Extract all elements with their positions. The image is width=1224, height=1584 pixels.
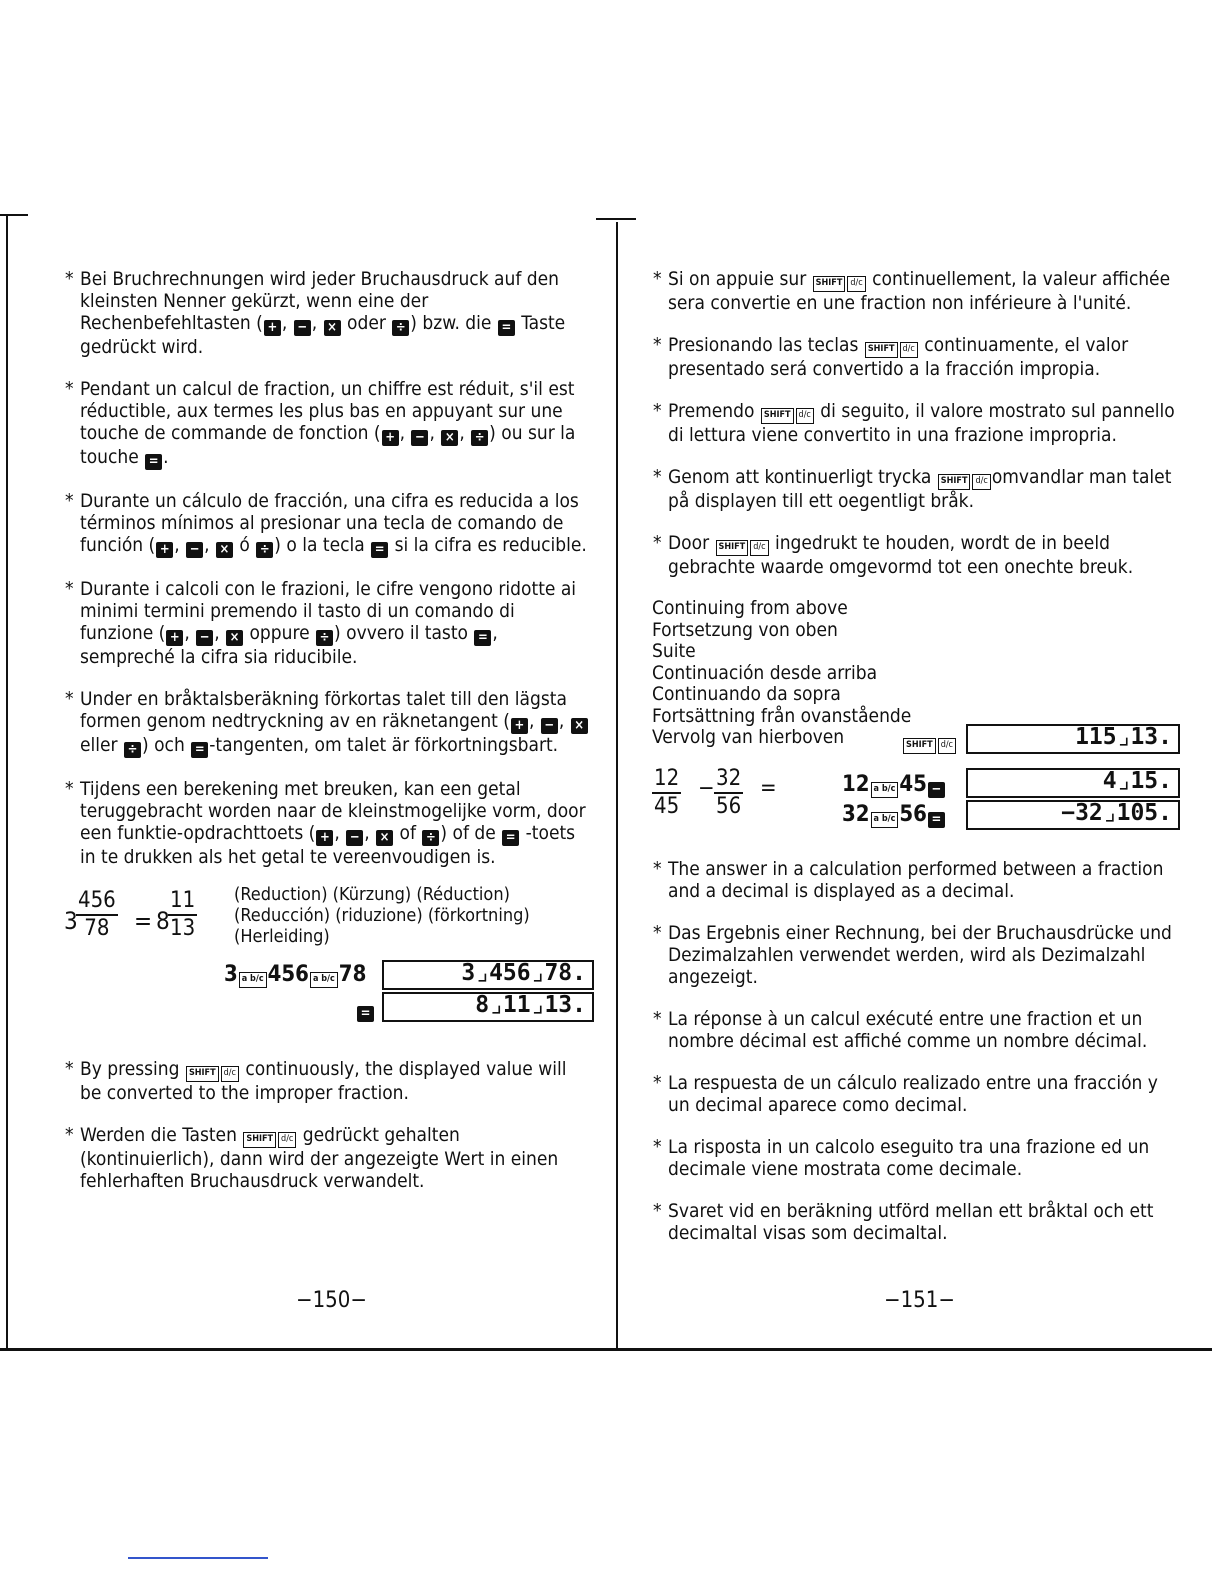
left-paragraphs bbox=[64, 268, 590, 868]
paragraph-text: ) och bbox=[142, 734, 191, 756]
equals-sign: = bbox=[760, 776, 777, 801]
paragraph bbox=[64, 688, 590, 758]
paragraph bbox=[64, 268, 590, 358]
left-page bbox=[64, 268, 590, 1212]
paragraph-text: -toets in te drukken als het getal te vereenvoudigen is. bbox=[80, 822, 576, 868]
bullet-marker: * bbox=[653, 334, 662, 356]
paragraph bbox=[652, 268, 1182, 314]
divide-key-icon: ÷ bbox=[256, 542, 273, 558]
right-paragraphs bbox=[652, 268, 1182, 578]
paragraph bbox=[652, 1200, 1182, 1244]
lcd-display: −32⌟105. bbox=[966, 800, 1180, 830]
dc-key-icon: d/c bbox=[900, 342, 918, 358]
paragraph-text: , bbox=[334, 822, 346, 844]
paragraph-text: Das Ergebnis einer Rechnung, bei der Bruchausdrücke und Dezimalzahlen verwendet werden, wird als Dezimalzahl angezeigt. bbox=[668, 922, 1172, 988]
minus-key-icon: − bbox=[541, 718, 558, 734]
bullet-marker: * bbox=[65, 1058, 74, 1080]
minus-key-icon: − bbox=[411, 430, 428, 446]
equals-key-icon: = bbox=[356, 998, 375, 1022]
equals-sign: = bbox=[134, 907, 153, 935]
paragraph-text: oppure bbox=[244, 622, 316, 644]
paragraph-text: Genom att kontinuerligt trycka bbox=[668, 466, 937, 488]
bottom-rule bbox=[0, 1348, 1212, 1351]
paragraph-text: Presionando las teclas bbox=[668, 334, 864, 356]
paragraph bbox=[652, 1008, 1182, 1052]
bullet-marker: * bbox=[65, 378, 74, 400]
reduction-labels bbox=[234, 884, 530, 947]
page-number: −150− bbox=[296, 1288, 367, 1313]
fraction-b bbox=[714, 766, 743, 820]
bullet-marker: * bbox=[65, 490, 74, 512]
dc-key-icon: d/c bbox=[796, 408, 814, 424]
paragraph-text: of bbox=[394, 822, 422, 844]
equals-key-icon: = bbox=[928, 812, 945, 828]
paragraph-text: Werden die Tasten bbox=[80, 1124, 243, 1146]
equals-key-icon: = bbox=[191, 742, 208, 758]
paragraph-text: Door bbox=[668, 532, 715, 554]
bullet-marker: * bbox=[65, 1124, 74, 1146]
label-line: (Reducción) (riduzione) (förkortning) bbox=[234, 905, 530, 926]
fraction-numerator: 12 bbox=[652, 766, 681, 794]
key-sequence bbox=[842, 804, 946, 828]
shift-key-icon: SHIFT bbox=[903, 738, 936, 754]
paragraph-text: La réponse à un calcul exécuté entre une fraction et un nombre décimal est affiché comme un nombre décimal. bbox=[668, 1008, 1148, 1052]
paragraph-text: di seguito, il valore mostrato sul pannello di lettura viene convertito in una frazione impropria. bbox=[668, 400, 1175, 446]
plus-key-icon: + bbox=[511, 718, 528, 734]
paragraph-text: , bbox=[311, 312, 323, 334]
equals-key-icon: = bbox=[498, 320, 515, 336]
paragraph bbox=[652, 922, 1182, 988]
plus-key-icon: + bbox=[382, 430, 399, 446]
minus-key-icon: − bbox=[294, 320, 311, 336]
abc-key-icon: a b/c bbox=[871, 782, 899, 798]
label-line: (Herleiding) bbox=[234, 926, 330, 947]
paragraph bbox=[652, 1072, 1182, 1116]
paragraph-text: , bbox=[204, 534, 215, 556]
minus-key-icon: − bbox=[186, 542, 203, 558]
plus-key-icon: + bbox=[316, 830, 333, 846]
paragraph-text: continuamente, el valor presentado será convertido a la fracción impropia. bbox=[668, 334, 1129, 380]
paragraph bbox=[64, 1058, 590, 1104]
fraction-numerator: 32 bbox=[714, 766, 743, 794]
paragraph-text: continuously, the displayed value will be converted to the improper fraction. bbox=[80, 1058, 567, 1104]
minus-sign: − bbox=[698, 776, 715, 801]
right-page bbox=[652, 268, 1182, 1264]
bullet-marker: * bbox=[653, 532, 662, 554]
key-entry: 3 bbox=[224, 962, 238, 987]
paragraph-text: ingedrukt te houden, wordt de in beeld gebrachte waarde omgevormd tot een onechte breuk. bbox=[668, 532, 1134, 578]
times-key-icon: × bbox=[226, 630, 243, 646]
bullet-marker: * bbox=[653, 1008, 662, 1030]
plus-key-icon: + bbox=[264, 320, 281, 336]
paragraph-text: , bbox=[558, 710, 570, 732]
paragraph-text: eller bbox=[80, 734, 123, 756]
paragraph-text: ) ovvero il tasto bbox=[334, 622, 474, 644]
left-top-tick bbox=[0, 214, 28, 216]
paragraph-text: gedrückt gehalten (kontinuierlich), dann wird der angezeigte Wert in einen fehlerhaften Bruchausdruck verwandelt. bbox=[80, 1124, 559, 1192]
lcd-display: 8⌟11⌟13. bbox=[382, 992, 594, 1022]
continuing-label: Suite bbox=[652, 640, 696, 662]
equals-key-icon: = bbox=[371, 542, 388, 558]
divide-key-icon: ÷ bbox=[124, 742, 141, 758]
right-paragraphs-2 bbox=[652, 858, 1182, 1244]
mixed-whole: 3 bbox=[64, 907, 78, 935]
divide-key-icon: ÷ bbox=[392, 320, 409, 336]
result-whole: 8 bbox=[156, 907, 170, 935]
footer-blue-line bbox=[128, 1557, 268, 1559]
key-entry: 12 bbox=[842, 772, 870, 797]
equals-key-icon: = bbox=[145, 454, 162, 470]
paragraph-text: Si on appuie sur bbox=[668, 268, 812, 290]
minus-key-icon: − bbox=[928, 782, 945, 798]
paragraph-text: La risposta in un calcolo eseguito tra una frazione ed un decimale viene mostrata come decimale. bbox=[668, 1136, 1150, 1180]
bullet-marker: * bbox=[653, 922, 662, 944]
paragraph-text: ó bbox=[233, 534, 256, 556]
paragraph-text: si la cifra es reducible. bbox=[389, 534, 587, 556]
times-key-icon: × bbox=[571, 718, 588, 734]
minus-key-icon: − bbox=[346, 830, 363, 846]
reduction-example bbox=[64, 884, 590, 1058]
continuing-label: Fortsättning från ovanstående bbox=[652, 704, 912, 727]
bullet-marker: * bbox=[653, 1136, 662, 1158]
paragraph-text: Taste gedrückt wird. bbox=[80, 312, 566, 358]
lcd-display: 4⌟15. bbox=[966, 768, 1180, 798]
page-number: −151− bbox=[884, 1288, 955, 1313]
result-denominator: 13 bbox=[170, 916, 196, 941]
paragraph-text: , bbox=[429, 422, 441, 444]
paragraph-text: , bbox=[459, 422, 471, 444]
dc-key-icon: d/c bbox=[847, 276, 865, 292]
bullet-marker: * bbox=[65, 578, 74, 600]
mixed-fraction bbox=[76, 888, 118, 942]
key-entry: 56 bbox=[899, 802, 927, 827]
divide-key-icon: ÷ bbox=[316, 630, 333, 646]
bullet-marker: * bbox=[653, 1200, 662, 1222]
paragraph-text: Durante un cálculo de fracción, una cifra es reducida a los términos mínimos al presionar una tecla de comando de función ( bbox=[80, 490, 579, 556]
times-key-icon: × bbox=[216, 542, 233, 558]
fraction-a bbox=[652, 766, 681, 820]
plus-key-icon: + bbox=[156, 542, 173, 558]
lcd-display: 115⌟13. bbox=[966, 724, 1180, 754]
paragraph-text: , bbox=[174, 534, 186, 556]
bullet-marker: * bbox=[653, 268, 662, 290]
paragraph-text: , bbox=[214, 622, 226, 644]
dc-key-icon: d/c bbox=[938, 738, 956, 754]
paragraph bbox=[64, 578, 590, 668]
paragraph-text: omvandlar man talet på displayen till ett oegentligt bråk. bbox=[668, 466, 1172, 512]
left-paragraphs-2 bbox=[64, 1058, 590, 1192]
paragraph-text: Pendant un calcul de fraction, un chiffre est réduit, s'il est réductible, aux termes les plus bas en appuyant sur une touche de commande de fonction ( bbox=[80, 378, 575, 444]
paragraph bbox=[652, 334, 1182, 380]
lcd-display: 3⌟456⌟78. bbox=[382, 960, 594, 990]
key-entry: 45 bbox=[899, 772, 927, 797]
paragraph bbox=[64, 490, 590, 558]
page-gutter-line bbox=[616, 222, 618, 1350]
bullet-marker: * bbox=[653, 400, 662, 422]
shift-key-icon: SHIFT bbox=[938, 474, 971, 490]
equals-key-icon: = bbox=[502, 830, 519, 846]
label-line: (Reduction) (Kürzung) (Réduction) bbox=[234, 884, 510, 905]
shift-key-icon: SHIFT bbox=[865, 342, 898, 358]
paragraph bbox=[652, 466, 1182, 512]
paragraph-text: , sempreché la cifra sia riducibile. bbox=[80, 622, 498, 668]
dc-key-icon: d/c bbox=[278, 1132, 296, 1148]
paragraph-text: . bbox=[163, 446, 169, 468]
bullet-marker: * bbox=[653, 466, 662, 488]
paragraph-text: The answer in a calculation performed between a fraction and a decimal is displayed as a decimal. bbox=[668, 858, 1164, 902]
result-fraction bbox=[168, 888, 197, 942]
key-sequence bbox=[224, 964, 366, 988]
shift-key-icon: SHIFT bbox=[761, 408, 794, 424]
continuing-label: Continuando da sopra bbox=[652, 683, 841, 705]
dc-key-icon: d/c bbox=[750, 540, 768, 556]
bullet-marker: * bbox=[65, 688, 74, 710]
times-key-icon: × bbox=[324, 320, 341, 336]
paragraph-text: , bbox=[364, 822, 376, 844]
paragraph-text: Tijdens een berekening met breuken, kan een getal teruggebracht worden naar de kleinstmogelijke vorm, door een funktie-opdrachttoets ( bbox=[80, 778, 586, 844]
fraction-denominator: 56 bbox=[716, 794, 742, 819]
paragraph-text: -tangenten, om talet är förkortningsbart. bbox=[209, 734, 559, 756]
minus-key-icon: − bbox=[196, 630, 213, 646]
paragraph-text: ) ou sur la touche bbox=[80, 422, 576, 468]
paragraph bbox=[64, 778, 590, 868]
times-key-icon: × bbox=[441, 430, 458, 446]
key-sequence bbox=[842, 774, 946, 798]
continuing-label: Continuación desde arriba bbox=[652, 661, 878, 684]
continuing-label: Continuing from above bbox=[652, 597, 848, 619]
continuing-label: Fortsetzung von oben bbox=[652, 618, 838, 641]
result-numerator: 11 bbox=[168, 888, 197, 916]
paragraph-text: , bbox=[281, 312, 293, 334]
continuing-label: Vervolg van hierboven bbox=[652, 726, 845, 748]
paragraph-text: Under en bråktalsberäkning förkortas talet till den lägsta formen genom nedtryckning av en räknetangent ( bbox=[80, 688, 567, 732]
bullet-marker: * bbox=[653, 1072, 662, 1094]
fraction-denominator: 78 bbox=[84, 916, 110, 941]
paragraph-text: ) of de bbox=[440, 822, 502, 844]
shift-key-icon: SHIFT bbox=[716, 540, 749, 556]
key-entry: 32 bbox=[842, 802, 870, 827]
paragraph-text: Bei Bruchrechnungen wird jeder Bruchausdruck auf den kleinsten Nenner gekürzt, wenn eine der Rechenbefehltasten ( bbox=[80, 268, 559, 334]
gutter-top-tick bbox=[596, 218, 636, 220]
paragraph-text: ) o la tecla bbox=[274, 534, 371, 556]
dc-key-icon: d/c bbox=[972, 474, 990, 490]
paragraph bbox=[652, 1136, 1182, 1180]
abc-key-icon: a b/c bbox=[310, 972, 338, 988]
paragraph-text: La respuesta de un cálculo realizado entre una fracción y un decimal aparece como decimal. bbox=[668, 1072, 1158, 1116]
paragraph-text: By pressing bbox=[80, 1058, 185, 1080]
shift-key-icon: SHIFT bbox=[186, 1066, 219, 1082]
dc-key-icon: d/c bbox=[221, 1066, 239, 1082]
plus-key-icon: + bbox=[166, 630, 183, 646]
shift-key-icon: SHIFT bbox=[243, 1132, 276, 1148]
divide-key-icon: ÷ bbox=[422, 830, 439, 846]
divide-key-icon: ÷ bbox=[471, 430, 488, 446]
key-entry: 78 bbox=[338, 962, 367, 987]
key-entry: 456 bbox=[267, 962, 309, 987]
paragraph-text: oder bbox=[341, 312, 392, 334]
bullet-marker: * bbox=[65, 268, 74, 290]
equals-key-icon: = bbox=[474, 630, 491, 646]
bullet-marker: * bbox=[653, 858, 662, 880]
bullet-marker: * bbox=[65, 778, 74, 800]
paragraph bbox=[652, 532, 1182, 578]
paragraph-text: Premendo bbox=[668, 400, 760, 422]
paragraph-text: continuellement, la valeur affichée sera convertie en une fraction non inférieure à l'unité. bbox=[668, 268, 1171, 314]
paragraph bbox=[64, 378, 590, 470]
paragraph-text: Durante i calcoli con le frazioni, le cifre vengono ridotte ai minimi termini premendo il tasto di un comando di funzione ( bbox=[80, 578, 577, 644]
paragraph-text: , bbox=[399, 422, 411, 444]
fraction-numerator: 456 bbox=[76, 888, 118, 916]
continuing-keys bbox=[902, 730, 957, 754]
shift-key-icon: SHIFT bbox=[813, 276, 846, 292]
fraction-denominator: 45 bbox=[654, 794, 680, 819]
continuing-block bbox=[652, 598, 1182, 858]
paragraph bbox=[64, 1124, 590, 1192]
paragraph-text: ) bzw. die bbox=[410, 312, 497, 334]
paragraph-text: , bbox=[528, 710, 540, 732]
paragraph bbox=[652, 400, 1182, 446]
paragraph-text: Svaret vid en beräkning utförd mellan ett bråktal och ett decimaltal visas som decimaltal. bbox=[668, 1200, 1154, 1244]
times-key-icon: × bbox=[376, 830, 393, 846]
paragraph-text: , bbox=[184, 622, 196, 644]
paragraph bbox=[652, 858, 1182, 902]
abc-key-icon: a b/c bbox=[871, 812, 899, 828]
abc-key-icon: a b/c bbox=[239, 972, 267, 988]
left-edge-line bbox=[6, 216, 8, 1350]
